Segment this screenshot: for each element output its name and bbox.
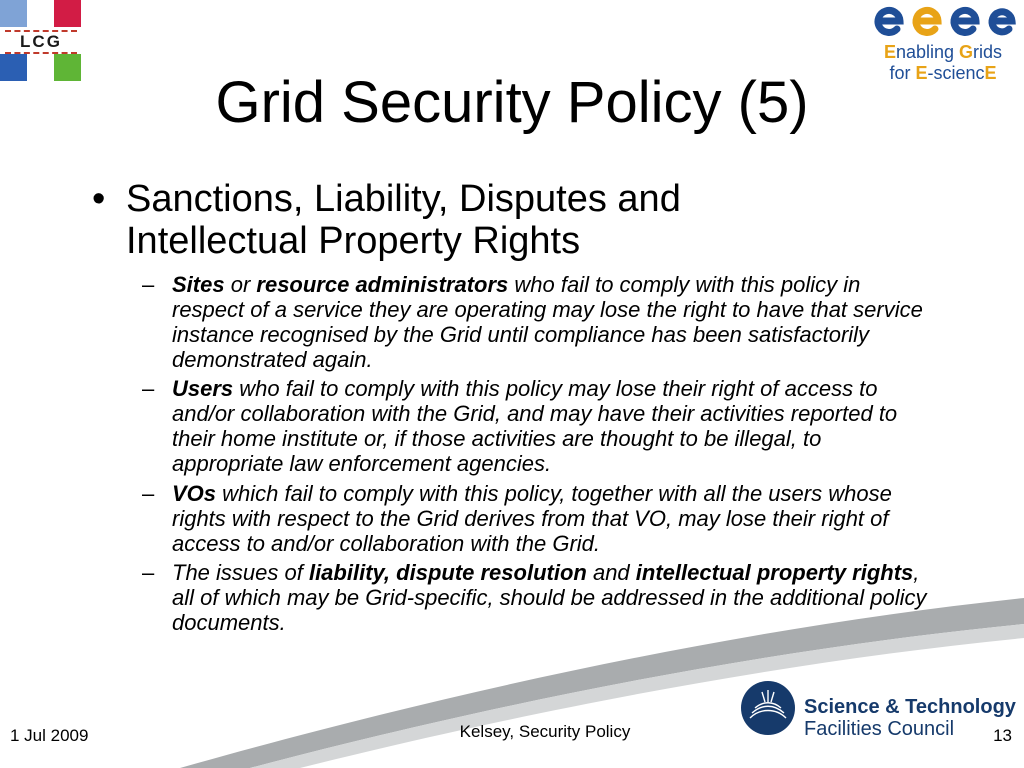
lcg-logo-text: LCG xyxy=(5,30,77,54)
dash-marker: – xyxy=(142,376,155,401)
dash-marker: – xyxy=(142,560,155,585)
sub-bullet-text: The issues of liability, dispute resolution and intellectual property rights, all of which may be Grid-specific, should be addressed in the additional policy documents. xyxy=(172,560,927,635)
sub-bullet-text: VOs which fail to comply with this policy, together with all the users whose rights with respect to the Grid derives from that VO, may lose their right of access to and/or collaboration with the Grid. xyxy=(172,481,892,556)
egee-tagline-1: Enabling Grids xyxy=(883,42,1003,62)
dash-marker: – xyxy=(142,481,155,506)
dash-marker: – xyxy=(142,272,155,297)
egee-tagline-2: for E-sciencE xyxy=(889,63,997,83)
logo-tile-blue xyxy=(0,0,27,27)
bullet-marker: • xyxy=(92,178,106,220)
slide-title: Grid Security Policy (5) xyxy=(215,70,809,135)
logo-tile-red xyxy=(54,0,81,27)
sub-bullet-text: Users who fail to comply with this policy may lose their right of access to and/or collaboration with the Grid, and may have their activities reported to their home institute or, if those activities are thought to be illegal, to appropriate law enforcement agencies. xyxy=(172,376,898,476)
stfc-name-line1: Science & Technology xyxy=(804,696,1016,718)
stfc-name-line2: Facilities Council xyxy=(804,718,955,740)
main-bullet-text: Sanctions, Liability, Disputes and Intellectual Property Rights xyxy=(126,178,681,262)
footer-author: Kelsey, Security Policy xyxy=(459,722,631,741)
footer-date: 1 Jul 2009 xyxy=(10,726,89,745)
egee-wordmark xyxy=(870,2,1016,40)
sub-bullet-text: Sites or resource administrators who fail to comply with this policy in respect of a service they are operating may lose the right to have that service instance recognised by the Grid until compliance has been satisfactorily demonstrated again. xyxy=(172,272,923,372)
page-number: 13 xyxy=(993,726,1012,745)
